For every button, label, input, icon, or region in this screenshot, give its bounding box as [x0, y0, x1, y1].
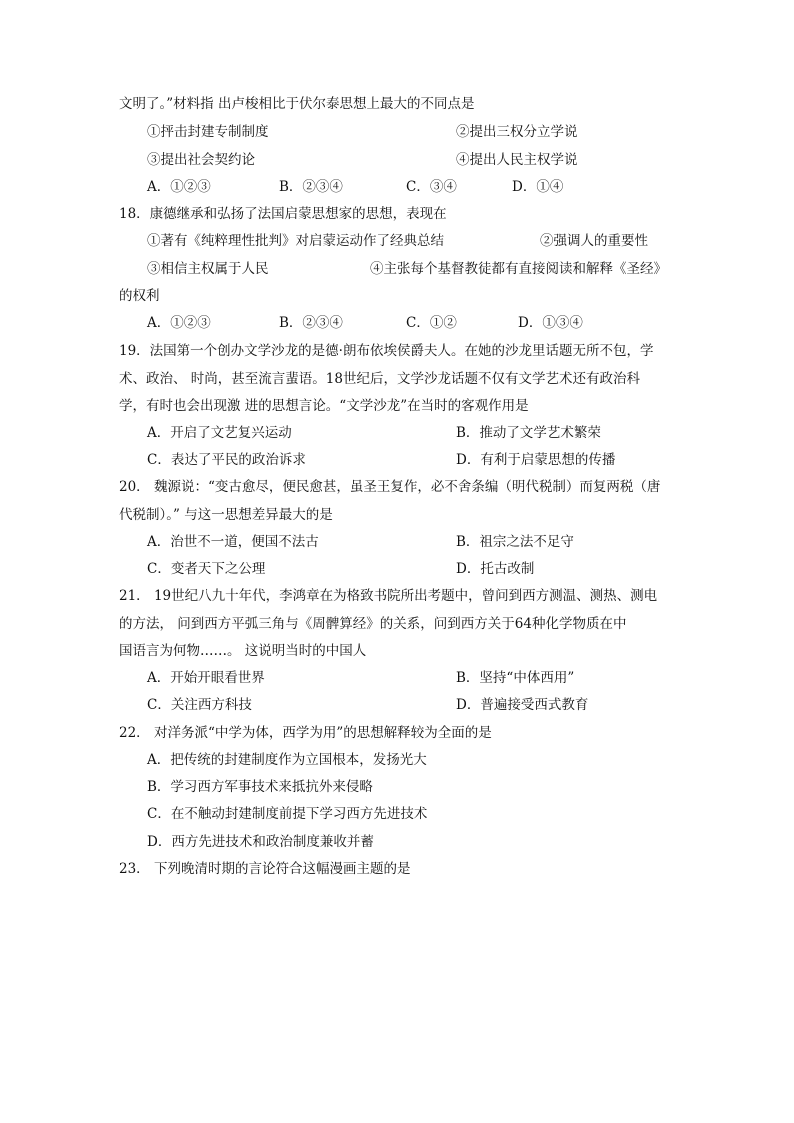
q23-stem: 23． 下列晚清时期的言论符合这幅漫画主题的是 [119, 861, 411, 877]
q21-stem-line-2: 的方法， 问到西方平弧三角与《周髀算经》的关系，问到西方关于64种化学物质在中 [119, 616, 627, 632]
q22-stem: 22． 对洋务派“中学为体，西学为用”的思想解释较为全面的是 [119, 725, 492, 741]
q20-stem-line-2: 代税制）。” 与这一思想差异最大的是 [119, 507, 333, 523]
q20-option-b: B．祖宗之法不足守 [456, 534, 574, 550]
q18-option-b: B．②③④ [279, 315, 343, 331]
q21-option-b: B．坚持“中体西用” [456, 670, 575, 686]
q20-option-c: C．变者天下之公理 [147, 561, 266, 577]
q20-stem-line-1: 20． 魏源说：“变古愈尽，便民愈甚，虽圣王复作，必不舍条编（明代税制）而复两税（唐 [119, 479, 661, 495]
q19-option-b: B．推动了文学艺术繁荣 [456, 425, 601, 441]
q19-option-d: D．有利于启蒙思想的传播 [456, 452, 616, 468]
q20-option-d: D．托古改制 [456, 561, 535, 577]
q17-statement-2: ②提出三权分立学说 [456, 124, 578, 140]
q20-option-a: A．治世不一道，便国不法古 [147, 534, 319, 550]
q18-statement-4: ④主张每个基督教徒都有直接阅读和解释《圣经》 [370, 261, 667, 277]
q19-option-c: C．表达了平民的政治诉求 [147, 452, 306, 468]
q17-option-b: B．②③④ [279, 179, 343, 195]
q22-option-d: D．西方先进技术和政治制度兼收并蓄 [147, 834, 374, 850]
q19-stem-line-3: 学，有时也会出现激 进的思想言论。“文学沙龙”在当时的客观作用是 [119, 398, 529, 414]
q17-statement-3: ③提出社会契约论 [147, 152, 255, 168]
q17-statement-1: ①抨击封建专制制度 [147, 124, 269, 140]
q17-option-c: C．③④ [406, 179, 457, 195]
q19-option-a: A．开启了文艺复兴运动 [147, 425, 292, 441]
q18-statement-3: ③相信主权属于人民 [147, 261, 269, 277]
q19-stem-line-2: 术、政治、 时尚，甚至流言蜚语。18世纪后，文学沙龙话题不仅有文学艺术还有政治科 [119, 371, 640, 387]
q18-option-d: D．①③④ [518, 315, 583, 331]
q18-statement-4-tail: 的权利 [119, 288, 160, 304]
q19-stem-line-1: 19．法国第一个创办文学沙龙的是德·朗布依埃侯爵夫人。在她的沙龙里话题无所不包，学 [119, 343, 654, 359]
q21-stem-line-1: 21． 19世纪八九十年代，李鸿章在为格致书院所出考题中，曾问到西方测温、测热、测电 [119, 588, 658, 604]
q21-stem-line-3: 国语言为何物……。 这说明当时的中国人 [119, 643, 367, 659]
q17-option-a: A．①②③ [147, 179, 211, 195]
q18-option-a: A．①②③ [147, 315, 211, 331]
q21-option-d: D．普遍接受西式教育 [456, 697, 589, 713]
q17-statement-4: ④提出人民主权学说 [456, 152, 578, 168]
q21-option-a: A．开始开眼看世界 [147, 670, 265, 686]
q22-option-c: C．在不触动封建制度前提下学习西方先进技术 [147, 806, 428, 822]
q17-option-d: D．①④ [512, 179, 564, 195]
q18-statement-2: ②强调人的重要性 [540, 233, 648, 249]
q21-option-c: C．关注西方科技 [147, 697, 252, 713]
q17-stem-tail: 文明了。”材料指 出卢梭相比于伏尔泰思想上最大的不同点是 [119, 96, 475, 112]
q18-stem: 18．康德继承和弘扬了法国启蒙思想家的思想，表现在 [119, 206, 447, 222]
q22-option-b: B．学习西方军事技术来抵抗外来侵略 [147, 779, 373, 795]
q22-option-a: A．把传统的封建制度作为立国根本，发扬光大 [147, 752, 427, 768]
q18-option-c: C．①② [406, 315, 457, 331]
q18-statement-1: ①著有《纯粹理性批判》对启蒙运动作了经典总结 [147, 233, 444, 249]
